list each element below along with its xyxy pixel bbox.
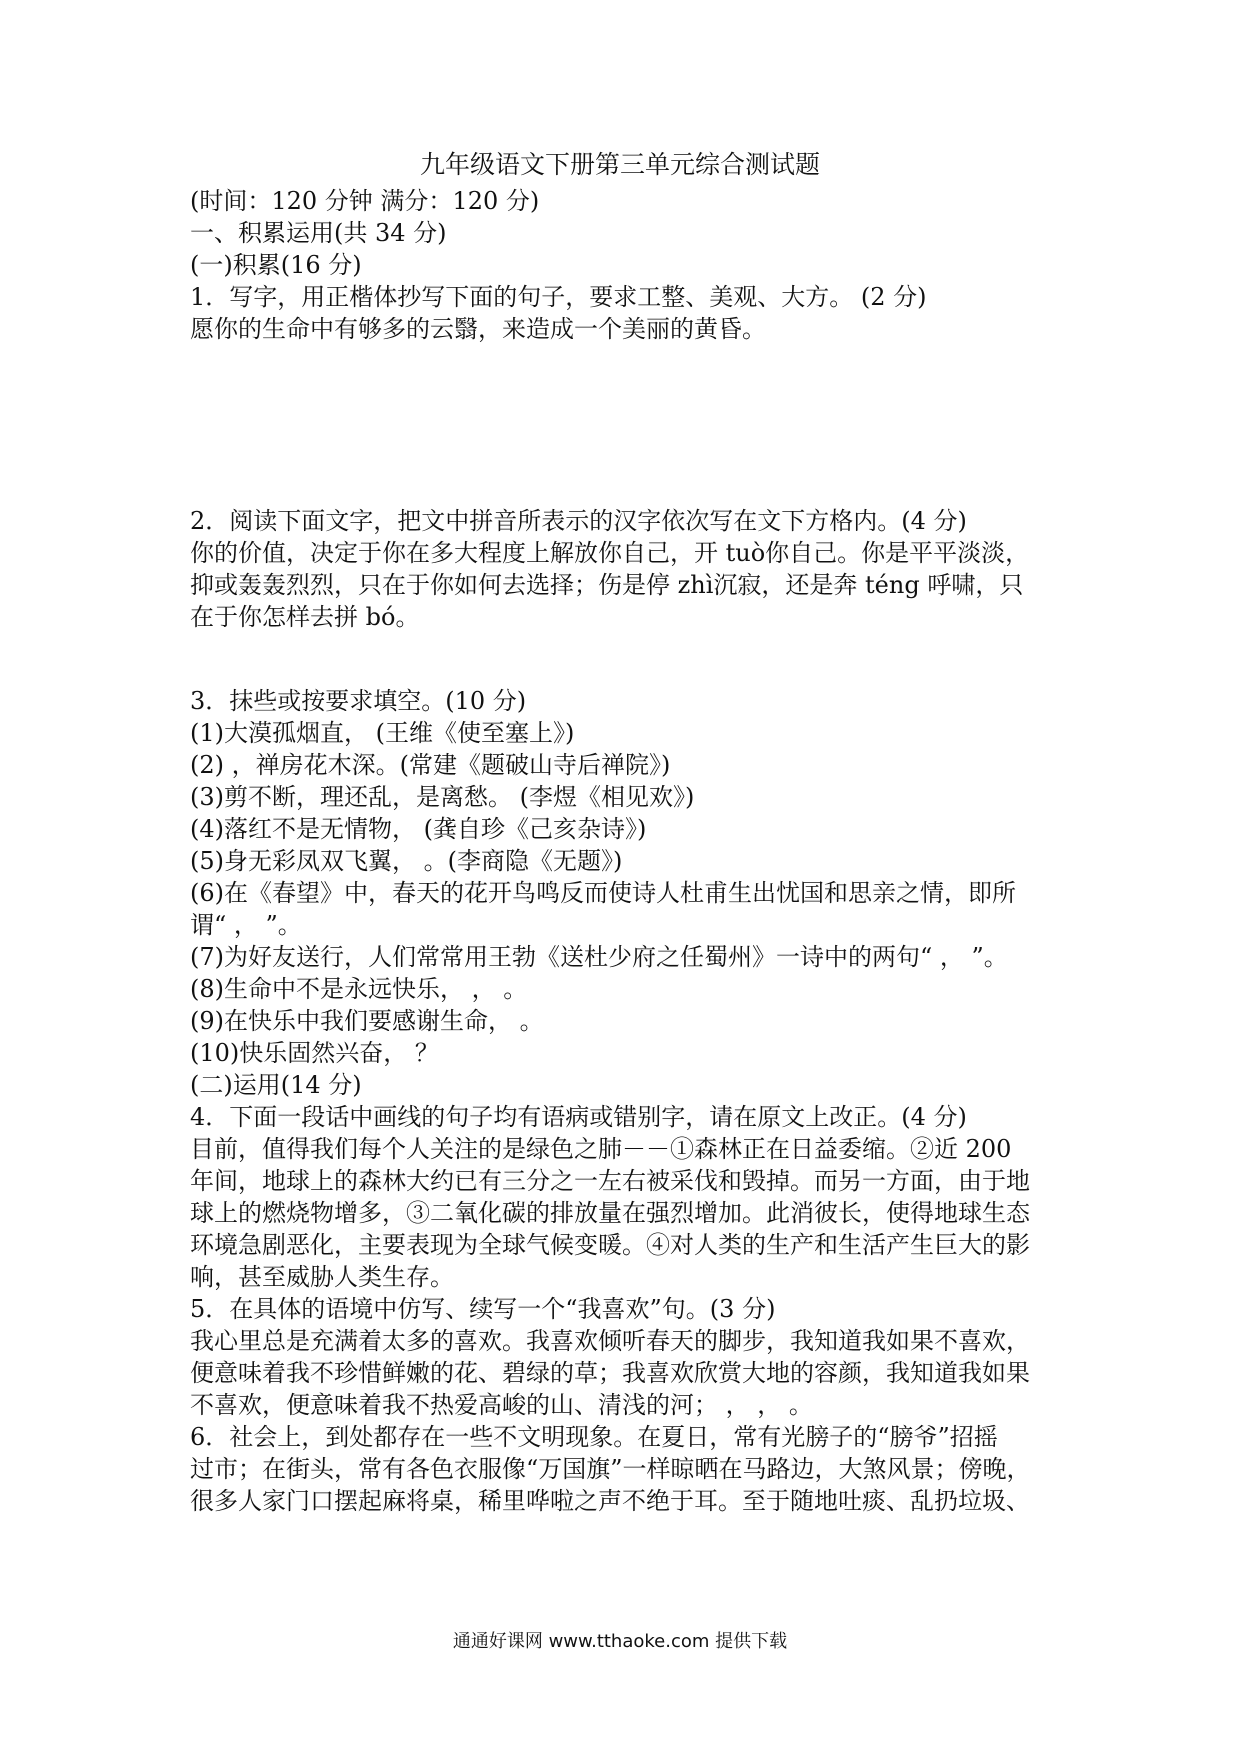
exam-info: (时间：120 分钟 满分：120 分) bbox=[190, 187, 540, 215]
writing-space bbox=[190, 345, 1060, 505]
question-4-line: 响，甚至威胁人类生存。 bbox=[190, 1263, 454, 1291]
question-5-stem: 5．在具体的语境中仿写、续写一个“我喜欢”句。(3 分) bbox=[190, 1295, 776, 1323]
question-2-line: 抑或轰轰烈烈，只在于你如何去选择；伤是停 zhì沉寂，还是奔 téng 呼啸，只 bbox=[190, 571, 1024, 599]
question-4-stem: 4．下面一段话中画线的句子均有语病或错别字，请在原文上改正。(4 分) bbox=[190, 1103, 967, 1131]
question-3-item: (8)生命中不是永远快乐， ， 。 bbox=[190, 975, 528, 1003]
question-3-item: (5)身无彩凤双飞翼， 。(李商隐《无题》) bbox=[190, 847, 623, 875]
question-6-line: 过市；在街头，常有各色衣服像“万国旗”一样晾晒在马路边，大煞风景；傍晚， bbox=[190, 1455, 1031, 1483]
document-body bbox=[190, 185, 1060, 1517]
question-3-item: (2) ，禅房花木深。(常建《题破山寺后禅院》) bbox=[190, 751, 671, 779]
question-2-line: 你的价值，决定于你在多大程度上解放你自己，开 tuò你自己。你是平平淡淡， bbox=[190, 539, 1030, 567]
question-6-line: 很多人家门口摆起麻将桌，稀里哗啦之声不绝于耳。至于随地吐痰、乱扔垃圾、 bbox=[190, 1487, 1030, 1515]
question-3-item: 谓“ ， ”。 bbox=[190, 911, 302, 939]
question-2-stem: 2．阅读下面文字，把文中拼音所表示的汉字依次写在文下方格内。(4 分) bbox=[190, 507, 967, 535]
question-5-line: 便意味着我不珍惜鲜嫩的花、碧绿的草；我喜欢欣赏大地的容颜，我知道我如果 bbox=[190, 1359, 1030, 1387]
answer-space bbox=[190, 633, 1060, 685]
question-4-line: 环境急剧恶化，主要表现为全球气候变暖。④对人类的生产和生活产生巨大的影 bbox=[190, 1231, 1030, 1259]
question-3-item: (9)在快乐中我们要感谢生命， 。 bbox=[190, 1007, 544, 1035]
question-2-line: 在于你怎样去拼 bó。 bbox=[190, 603, 420, 631]
question-1-text: 愿你的生命中有够多的云翳，来造成一个美丽的黄昏。 bbox=[190, 315, 766, 343]
page-footer: 通通好课网 www.tthaoke.com 提供下载 bbox=[452, 1631, 788, 1652]
question-3-item: (3)剪不断，理还乱，是离愁。 (李煜《相见欢》) bbox=[190, 783, 695, 811]
question-5-line: 不喜欢，便意味着我不热爱高峻的山、清浅的河； ， ， 。 bbox=[190, 1391, 813, 1419]
question-4-line: 球上的燃烧物增多，③二氧化碳的排放量在强烈增加。此消彼长，使得地球生态 bbox=[190, 1199, 1030, 1227]
question-3-item: (10)快乐固然兴奋， ？ bbox=[190, 1039, 439, 1067]
question-1-stem: 1．写字，用正楷体抄写下面的句子，要求工整、美观、大方。 (2 分) bbox=[190, 283, 927, 311]
question-4-line: 年间，地球上的森林大约已有三分之一左右被采伐和毁掉。而另一方面，由于地 bbox=[190, 1167, 1030, 1195]
question-4-line: 目前，值得我们每个人关注的是绿色之肺－－①森林正在日益委缩。②近 200 bbox=[190, 1135, 1012, 1163]
question-3-item: (6)在《春望》中，春天的花开鸟鸣反而使诗人杜甫生出忧国和思亲之情，即所 bbox=[190, 879, 1016, 907]
question-6-line: 6．社会上，到处都存在一些不文明现象。在夏日，常有光膀子的“膀爷”招摇 bbox=[190, 1423, 998, 1451]
question-3-stem: 3．抹些或按要求填空。(10 分) bbox=[190, 687, 527, 715]
question-3-item: (1)大漠孤烟直， (王维《使至塞上》) bbox=[190, 719, 575, 747]
subsection-heading: (一)积累(16 分) bbox=[190, 251, 362, 279]
subsection-heading: (二)运用(14 分) bbox=[190, 1071, 362, 1099]
question-5-line: 我心里总是充满着太多的喜欢。我喜欢倾听春天的脚步，我知道我如果不喜欢， bbox=[190, 1327, 1030, 1355]
question-3-item: (4)落红不是无情物， (龚自珍《己亥杂诗》) bbox=[190, 815, 647, 843]
section-heading: 一、积累运用(共 34 分) bbox=[190, 219, 447, 247]
question-3-item: (7)为好友送行，人们常常用王勃《送杜少府之任蜀州》一诗中的两句“ ， ”。 bbox=[190, 943, 1008, 971]
page-title: 九年级语文下册第三单元综合测试题 bbox=[419, 150, 820, 179]
